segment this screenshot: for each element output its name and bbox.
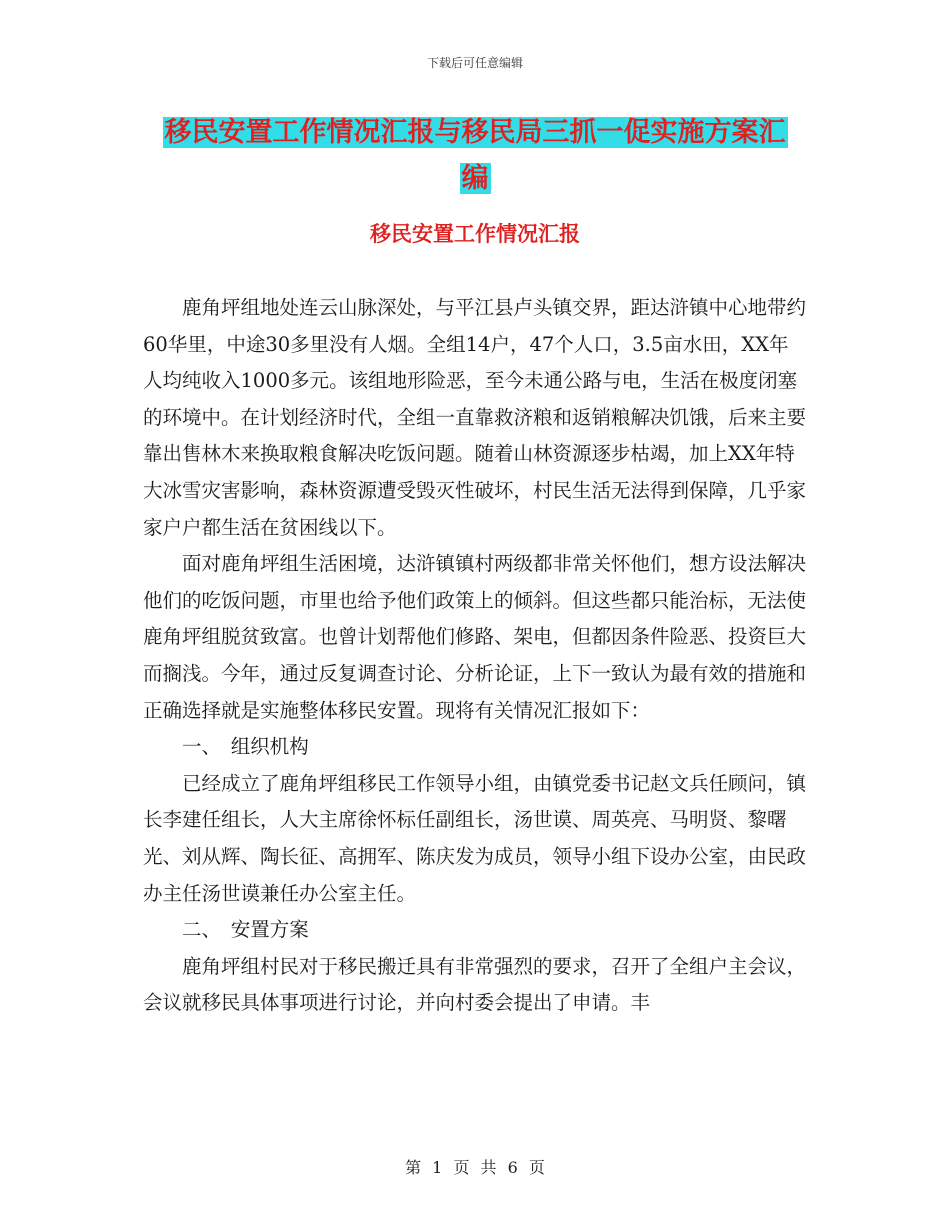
section-title: 移民安置工作情况汇报: [370, 222, 580, 246]
paragraph: 已经成立了鹿角坪组移民工作领导小组，由镇党委书记赵文兵任顾问，镇长李建任组长，人大主席徐怀标任副组长，汤世谟、周英亮、马明贤、黎曙光、刘从辉、陶长征、高拥军、陈庆发为成员，领导小组下设办公室，由民政办主任汤世谟兼任办公室主任。: [143, 771, 807, 905]
document-body: [143, 290, 807, 1022]
document-title-line1: 移民安置工作情况汇报与移民局三抓一促实施方案汇: [164, 117, 786, 148]
page-header-note: 下载后可任意编辑: [426, 56, 523, 70]
paragraph: 鹿角坪组村民对于移民搬迁具有非常强烈的要求，召开了全组户主会议，会议就移民具体事项进行讨论，并向村委会提出了申请。丰: [143, 954, 807, 1015]
paragraph: 鹿角坪组地处连云山脉深处，与平江县卢头镇交界，距达浒镇中心地带约60华里，中途30多里没有人烟。全组14户，47个人口，3.5亩水田，XX年人均纯收入1000多元。该组地形险恶，至今未通公路与电，生活在极度闭塞的环境中。在计划经济时代，全组一直靠救济粮和返销粮解决饥饿，后来主要靠出售林木来换取粮食解决吃饭问题。随着山林资源逐步枯竭，加上XX年特大冰雪灾害影响，森林资源遭受毁灭性破坏，村民生活无法得到保障，几乎家家户户都生活在贫困线以下。: [143, 296, 807, 539]
document-title: [140, 110, 810, 202]
page-number-footer: 第 1 页 共 6 页: [405, 1158, 545, 1177]
section-heading: 二、 安置方案: [182, 918, 309, 942]
paragraph: 面对鹿角坪组生活困境，达浒镇镇村两级都非常关怀他们，想方设法解决他们的吃饭问题，市里也给予他们政策上的倾斜。但这些都只能治标，无法使鹿角坪组脱贫致富。也曾计划帮他们修路、架电，但都因条件险恶、投资巨大而搁浅。今年，通过反复调查讨论、分析论证，上下一致认为最有效的措施和正确选择就是实施整体移民安置。现将有关情况汇报如下：: [143, 552, 807, 722]
document-title-line2: 编: [461, 163, 489, 194]
section-heading: 一、 组织机构: [182, 735, 309, 759]
